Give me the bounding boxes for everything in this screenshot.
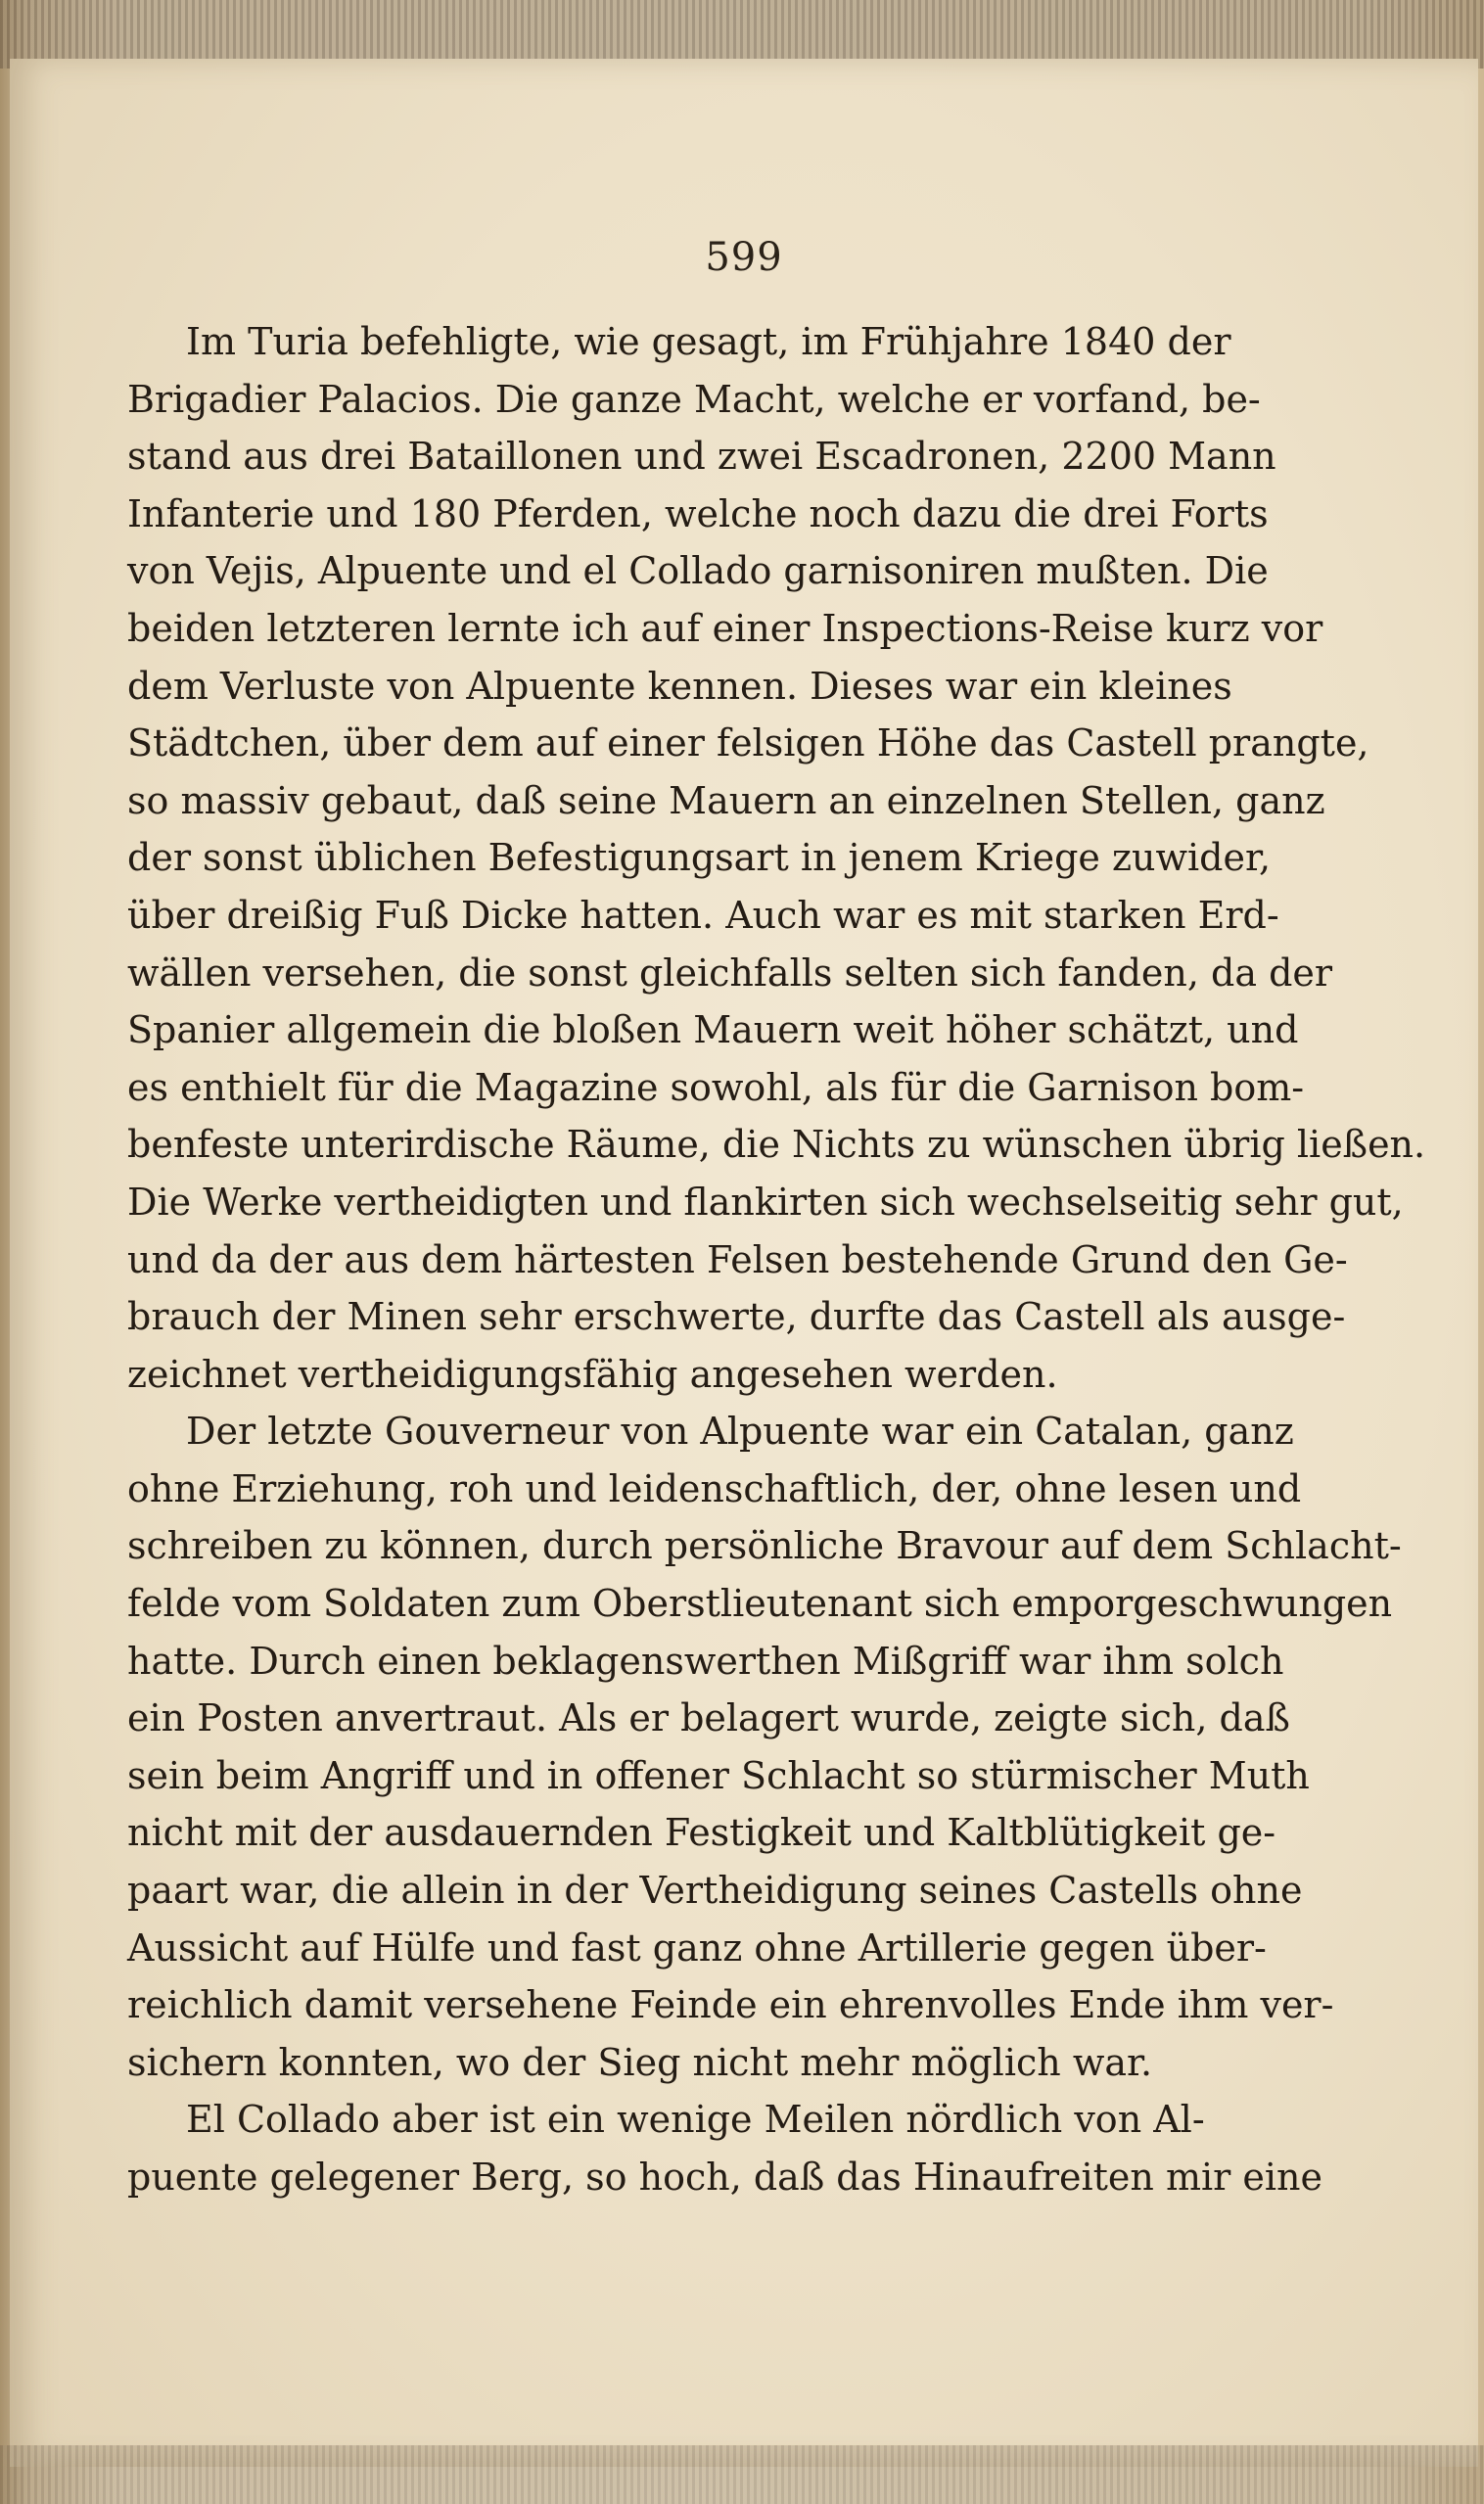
- text-line: ohne Erziehung, roh und leidenschaftlich, der, ohne lesen und: [127, 1466, 1302, 1510]
- text-line: stand aus drei Bataillonen und zwei Escadronen, 2200 Mann: [127, 435, 1276, 479]
- text-line: Spanier allgemein die bloßen Mauern weit höher schätzt, und: [127, 1008, 1299, 1052]
- text-line: Im Turia befehligte, wie gesagt, im Frühjahre 1840 der: [186, 320, 1231, 363]
- text-line: Brigadier Palacios. Die ganze Macht, welche er vorfand, be-: [127, 377, 1261, 421]
- text-line: Aussicht auf Hülfe und fast ganz ohne Artillerie gegen über-: [127, 1925, 1267, 1970]
- text-line: so massiv gebaut, daß seine Mauern an einzelnen Stellen, ganz: [127, 778, 1325, 822]
- text-line: Städtchen, über dem auf einer felsigen Höhe das Castell prangte,: [127, 721, 1369, 765]
- text-line: beiden letzteren lernte ich auf einer Inspections-Reise kurz vor: [127, 606, 1323, 650]
- text-line: wällen versehen, die sonst gleichfalls selten sich fanden, da der: [127, 951, 1333, 995]
- text-line: von Vejis, Alpuente und el Collado garnisoniren mußten. Die: [127, 549, 1269, 593]
- text-line: Infanterie und 180 Pferden, welche noch dazu die drei Forts: [127, 491, 1269, 535]
- text-line: dem Verluste von Alpuente kennen. Dieses war ein kleines: [127, 664, 1232, 708]
- text-line: puente gelegener Berg, so hoch, daß das Hinaufreiten mir eine: [127, 2156, 1322, 2199]
- text-line: El Collado aber ist ein wenige Meilen nördlich von Al-: [186, 2098, 1205, 2142]
- text-line: schreiben zu können, durch persönliche Bravour auf dem Schlacht-: [127, 1524, 1402, 1568]
- text-line: paart war, die allein in der Vertheidigung seines Castells ohne: [127, 1869, 1303, 1913]
- text-line: über dreißig Fuß Dicke hatten. Auch war es mit starken Erd-: [127, 893, 1279, 937]
- text-line: reichlich damit versehene Feinde ein ehrenvolles Ende ihm ver-: [127, 1983, 1334, 2027]
- text-line: hatte. Durch einen beklagenswerthen Mißgriff war ihm solch: [127, 1639, 1284, 1683]
- text-line: und da der aus dem härtesten Felsen bestehende Grund den Ge-: [127, 1237, 1348, 1281]
- text-line: ein Posten anvertraut. Als er belagert wurde, zeigte sich, daß: [127, 1696, 1290, 1740]
- text-line: sichern konnten, wo der Sieg nicht mehr möglich war.: [127, 2040, 1153, 2084]
- text-line: Die Werke vertheidigten und flankirten sich wechselseitig sehr gut,: [127, 1180, 1404, 1224]
- book-page: [10, 59, 1478, 2467]
- page-number: 599: [705, 235, 783, 280]
- body-text: [127, 313, 1426, 2206]
- text-line: benfeste unterirdische Räume, die Nichts zu wünschen übrig ließen.: [127, 1123, 1426, 1167]
- text-line: zeichnet vertheidigungsfähig angesehen werden.: [127, 1352, 1058, 1396]
- text-line: der sonst üblichen Befestigungsart in jenem Kriege zuwider,: [127, 836, 1272, 880]
- binding-edge-bottom: [0, 2445, 1484, 2504]
- text-line: nicht mit der ausdauernden Festigkeit und Kaltblütigkeit ge-: [127, 1811, 1276, 1855]
- text-line: es enthielt für die Magazine sowohl, als für die Garnison bom-: [127, 1065, 1305, 1109]
- text-line: Der letzte Gouverneur von Alpuente war ein Catalan, ganz: [186, 1410, 1294, 1454]
- text-line: felde vom Soldaten zum Oberstlieutenant sich emporgeschwungen: [127, 1582, 1393, 1626]
- text-line: sein beim Angriff und in offener Schlacht so stürmischer Muth: [127, 1753, 1310, 1797]
- text-line: brauch der Minen sehr erschwerte, durfte das Castell als ausge-: [127, 1295, 1346, 1339]
